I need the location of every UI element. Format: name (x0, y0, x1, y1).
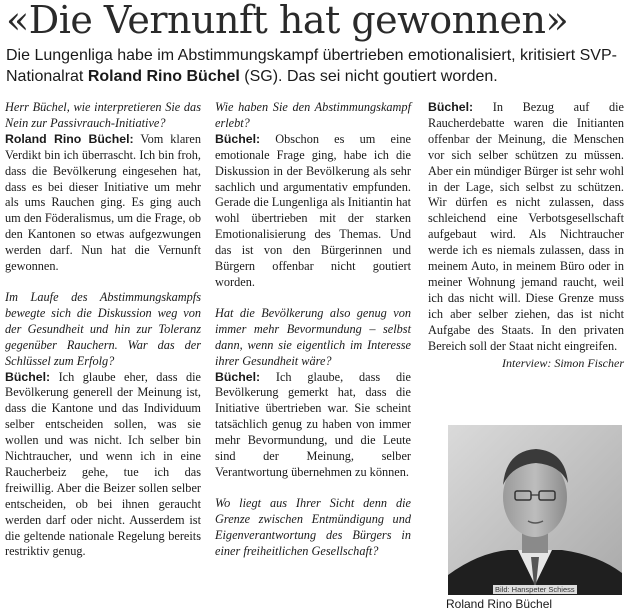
column-1 (5, 100, 201, 560)
column-3 (428, 100, 624, 383)
question-1: Herr Büchel, wie interpretieren Sie das Nein zur Passivrauch-Initiative? (5, 100, 201, 130)
answer-3-speaker: Büchel: (215, 131, 261, 146)
interview-byline: Interview: Simon Fischer (502, 355, 624, 370)
column-2 (215, 100, 411, 559)
article-headline: «Die Vernunft hat gewonnen» (6, 0, 569, 42)
answer-4-text: Ich glaube, dass die Bevölkerung gemerkt hat, dass die Initiative übertrieben war. Sie scheint tatsächlich genug zu haben von immer mehr Bevormundung, und die Leute sind der Meinung, selber Verantwortung übernehmen zu können. (215, 369, 411, 479)
portrait-photo (448, 425, 622, 595)
answer-2-text: Ich glaube eher, dass die Bevölkerung generell der Meinung ist, dass die Kantone und das Individuum selber entscheiden sollen, was sie wollen und was nicht. Ich selber bin Nichtraucher, und wenn ich in eine Raucherbeiz gehe, tue ich das freiwillig. Aber die Beizer sollen selber entscheiden, ob bei ihnen geraucht werden darf oder nicht. Ausserdem ist die geltende nationale Regelung bereits restriktiv genug. (5, 369, 201, 559)
photo-credit: Bild: Hanspeter Schiess (495, 585, 575, 594)
question-3: Wie haben Sie den Abstimmungskampf erlebt? (215, 100, 411, 130)
answer-4 (215, 370, 411, 481)
answer-2 (5, 370, 201, 561)
answer-1-speaker: Roland Rino Büchel: (5, 131, 134, 146)
portrait-illustration (448, 425, 622, 595)
lead-name: Roland Rino Büchel (87, 68, 240, 85)
answer-4-speaker: Büchel: (215, 369, 261, 384)
lead-text-after: (SG). Das sei nicht goutiert worden. (239, 68, 498, 85)
paragraph-gap (215, 291, 411, 306)
paragraph-gap (5, 275, 201, 290)
lead-text-before: Die Lungenliga habe im Abstimmungskampf übertrieben emotionalisiert, kritisiert SVP-Nationalrat (6, 47, 617, 85)
answer-3 (215, 132, 411, 291)
answer-5-text: In Bezug auf die Raucherdebatte waren die Initianten offenbar der Meinung, die Menschen vor sich selber schützen zu müssen. Aber ein mündiger Bürger ist sehr wohl in der Lage, sich selbst zu schützen. Wir dürfen es nicht zulassen, dass schleichend eine Verbotsgesellschaft aufgebaut wird. Als Nichtraucher werde ich es niemals zulassen, dass in meinem Auto, in meinem Büro oder in meiner Wohnung jemand raucht, weil ich das nicht will. Diese Grenze muss ich aber selber ziehen, das ist nicht Aufgabe des Staats. In den privaten Bereich soll der Staat nicht eingreifen. (428, 100, 624, 353)
answer-5 (428, 100, 624, 355)
answer-3-text: Obschon es um eine emotionale Frage ging, habe ich die Diskussion in der Bevölkerung als sehr sachlich und argumentativ empfunden. Gerade die Lungenliga als Initiantin hat wohl übertrieben mit der starken Emotionalisierung des Themas. Und das ist von den Bürgerinnen und Bürgern offenbar nicht goutiert worden. (215, 131, 411, 289)
answer-5-speaker: Büchel: (428, 100, 474, 114)
answer-2-speaker: Büchel: (5, 369, 51, 384)
question-5: Wo liegt aus Ihrer Sicht denn die Grenze zwischen Entmündigung und Eigenverantwortung des Bürgers in einer freiheitlichen Gesellschaft? (215, 495, 411, 558)
answer-1 (5, 132, 201, 275)
article-lead (6, 45, 618, 87)
photo-caption: Roland Rino Büchel (446, 597, 553, 611)
question-4: Hat die Bevölkerung also genug von immer mehr Bevormundung – selbst dann, wenn sie eigentlich im Interesse ihrer Gesundheit wäre? (215, 305, 411, 368)
question-2: Im Laufe des Abstimmungskampfs bewegte sich die Diskussion weg von der Gesundheit und hin zur Toleranz gegenüber Rauchern. War das der Schlüssel zum Erfolg? (5, 289, 201, 368)
answer-1-text: Vom klaren Verdikt bin ich überrascht. Ich bin froh, dass die Bevölkerung eingesehen hat, dass es bei dieser Initiative um mehr als ums Rauchen ging. Es ging auch um den Föderalismus, um die Frage, ob den Kantonen so etwas aufgezwungen werden darf. Nun hat die Vernunft gewonnen. (5, 131, 201, 274)
paragraph-gap (215, 481, 411, 496)
